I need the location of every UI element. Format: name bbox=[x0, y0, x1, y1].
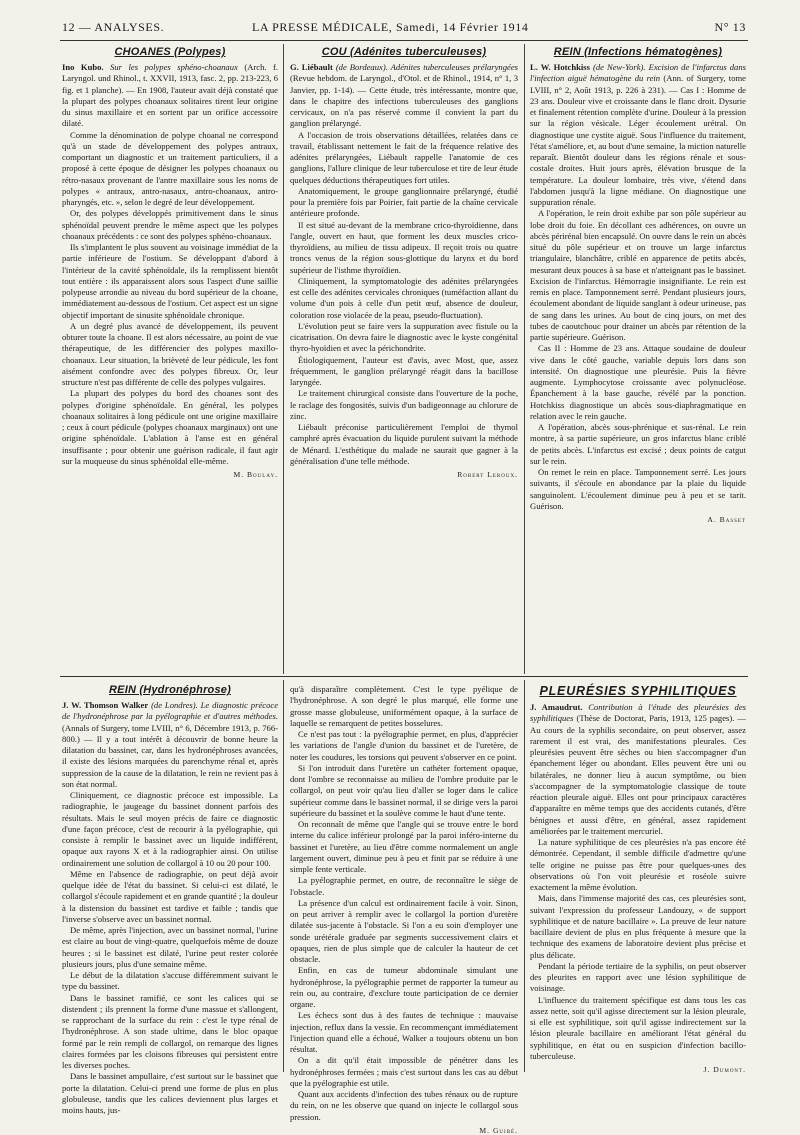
article-author: J. W. Thomson Walker bbox=[62, 700, 149, 710]
article-choanes bbox=[62, 46, 278, 674]
column-divider bbox=[283, 44, 284, 674]
article-paragraph: Il est situé au-devant de la membrane crico-thyroïdienne, dans l'angle, ouvert en haut, que forment les deux muscles crico-thyroïdiens, au milieu de tissu adipeux. Il reçoit trois ou quatre troncs venus de la région sous-glottique du larynx et du bord supérieur de l'isthme thyroïdien. bbox=[290, 219, 518, 275]
article-reference: (Thèse de Doctorat, Paris, 1913, 125 pages). — Au cours de la syphilis secondaire, on peut observer, assez rarement il est vrai, des manifestations pleurales. Ces pleurésies peuvent être sèches ou bien s'accompagner d'un épanchement léger ou abondant. Elles peuvent être uni ou bilatérales, ne donner lieu à aucun symptôme, ou bien s'accompagner de la symptomatologie classique de toute réaction pleurale aiguë. Elles ont pour principaux caractères d'apparaître en même temps que des accidents cutanés, d'être bénignes et aussi d'être, en général, assez rapidement améliorées par le traitement mercuriel. bbox=[530, 713, 746, 836]
article-paragraph: La plupart des polypes du bord des choanes sont des polypes d'origine sphénoïdale. En général, les polypes choanaux solitaires à long pédicule ont une origine maxillaire ; ceux à court pédicule (polypes choanaux marginaux) ont une origine sphénoïdale. L'ablation à l'anse est en général insuffisante ; pour obtenir une guérison radicale, il faut agir sur la muqueuse du sinus sphénoïdal elle-même. bbox=[62, 388, 278, 466]
article-signature: J. Dumont. bbox=[703, 1065, 746, 1074]
article-author: L. W. Hotchkiss bbox=[530, 62, 590, 72]
article-paragraph: Ce n'est pas tout : la pyélographie permet, en plus, d'apprécier les variations de l'angle d'union du bassinet et de l'uretère, de noter les coudures, les torsions qui peuvent s'observer en ce point. bbox=[290, 729, 518, 762]
article-author: G. Liébault bbox=[290, 62, 333, 72]
article-heading: REIN (Hydronéphrose) bbox=[109, 684, 231, 696]
article-rein-hydronephrose-continued bbox=[290, 684, 518, 1135]
article-paragraph: Enfin, en cas de tumeur abdominale simulant une hydronéphrose, la pyélographie permet de rapporter la tumeur au rein ou, au contraire, d'exclure toute participation de ce dernier organe. bbox=[290, 965, 518, 1009]
article-paragraph: Même en l'absence de radiographie, on peut déjà avoir quelque idée de l'état du bassinet. Si celui-ci est dilaté, le collargol s'écoule rapidement et en grande quantité ; la douleur à la distension du bassinet est tardive et faible ; tandis que l'inverse s'observe avec un bassinet normal. bbox=[62, 868, 278, 924]
article-paragraph: De même, après l'injection, avec un bassinet normal, l'urine est claire au bout de vingt-quatre, quelquefois même de douze heures ; si le bassinet est dilaté, l'urine peut rester colorée plusieurs jours, plus d'une semaine même. bbox=[62, 925, 278, 969]
page-number-section: 12 — ANALYSES. bbox=[62, 20, 165, 34]
article-title: (de Londres). Le diagnostic précoce de l'hydronéphrose par la pyélographie et d'autres méthodes. bbox=[62, 700, 279, 722]
article-paragraph: A un degré plus avancé de développement, ils peuvent obturer toute la choane. Il est alors nécessaire, au point de vue thérapeutique, de les différencier des polypes maxillo-choanaux. Leur situation, la brièveté de leur pédicule, les font aisément confondre avec des polypes fibreux. Or, leur structure n'est pas différente de celle des polypes vulgaires. bbox=[62, 320, 278, 387]
article-signature: A. Basset bbox=[707, 515, 746, 524]
article-rein-hydronephrose bbox=[62, 684, 279, 1115]
article-paragraph: On remet le rein en place. Tamponnement serré. Les jours suivants, il s'écoule en abondance par la plaie du liquide sanguinolent. L'écoulement diminue peu à peu et se tarit. Guérison. bbox=[530, 467, 746, 511]
journal-title-date: LA PRESSE MÉDICALE, Samedi, 14 Février 1914 bbox=[252, 20, 529, 34]
article-paragraph: Le début de la dilatation s'accuse différemment suivant le type du bassinet. bbox=[62, 970, 278, 992]
article-title: (de New-York). Excision de l'infarctus dans l'infection aiguë hématogène du rein bbox=[530, 62, 746, 84]
article-reference: (Arch. f. Laryngol. und Rhinol., t. XXVII, 1913, fasc. 2, pp. 213-223, 6 fig. et 1 planche). — En 1908, l'auteur avait déjà constaté que la plupart des polypes choanaux solitaires tirent leur origine du sinus maxillaire et en sortent par un orifice accessoire dilaté. bbox=[62, 62, 278, 129]
article-title: (de Bordeaux). Adénites tuberculeuses prélaryngées bbox=[335, 62, 518, 72]
article-paragraph: Or, des polypes développés primitivement dans le sinus sphénoïdal peuvent prendre le même aspect que les polypes choanaux précédents : ce sont des polypes sphéno-choanaux. bbox=[62, 208, 278, 241]
article-paragraph: Les échecs sont dus à des fautes de technique : mauvaise injection, reflux dans la vessie. En recommençant immédiatement l'injection quand elle a échoué, Walker a toujours obtenu un bon résultat. bbox=[290, 1010, 518, 1054]
article-paragraph: Mais, dans l'immense majorité des cas, ces pleurésies sont, suivant l'expression du professeur Landouzy, « de support syphilitique et de nature bacillaire ». La preuve de leur nature bacillaire devient de plus en plus fréquente à mesure que la technique des examens de laboratoire devient plus précise et plus délicate. bbox=[530, 893, 746, 960]
article-paragraph: L'influence du traitement spécifique est dans tous les cas assez nette, soit qu'il agisse directement sur la lésion pleurale, si elle est syphilitique, soit qu'il agisse indirectement sur la lésion pleurale bacillaire en améliorant l'état général du syphilitique, en état ou en suspicion d'infection bacillo-tuberculeuse. bbox=[530, 994, 746, 1061]
article-paragraph: Anatomiquement, le groupe ganglionnaire prélaryngé, étudié pour la première fois par Poirier, fait partie de la chaîne cervicale antérieure profonde. bbox=[290, 185, 518, 219]
section-rule bbox=[60, 676, 748, 677]
article-pleuresies bbox=[530, 684, 746, 1076]
article-paragraph: Quant aux accidents d'infection des tubes rénaux ou de rupture du rein, on ne les observe que quand on injecte le collargol sous pression. bbox=[290, 1089, 518, 1122]
header-rule bbox=[60, 40, 748, 41]
article-paragraph: Cliniquement, ce diagnostic précoce est impossible. La radiographie, le jaugeage du bassinet donnent parfois des résultats. Mais le seul moyen précis de faire ce diagnostic d'une façon précoce, c'est de recourir à la pyélographie, qui consiste à remplir le bassinet avec un liquide indifférent, opaque aux rayons X et à la radiographier ainsi. On utilise ordinairement une solution de collargol à 10 ou 20 pour 100. bbox=[62, 790, 278, 868]
article-lead bbox=[62, 700, 278, 790]
article-lead bbox=[530, 702, 746, 837]
article-lead bbox=[290, 62, 518, 130]
article-heading: REIN (Infections hématogènes) bbox=[553, 46, 723, 58]
article-paragraph: A l'opération, abcès sous-phrénique et sus-rénal. Le rein montre, à sa partie supérieure, un gros infarctus blanc criblé de petits abcès. L'infarctus est excisé ; deux points de catgut sur le rein. bbox=[530, 422, 746, 466]
article-paragraph: Liébault préconise particulièrement l'emploi de thymol camphré après évacuation du liquide purulent suivant la méthode de Ménard. L'esthétique du malade ne saurait que gagner à la généralisation d'une telle méthode. bbox=[290, 422, 518, 466]
article-paragraph: qu'à disparaître complètement. C'est le type pyélique de l'hydronéphrose. A son degré le plus marqué, elle forme une grosse masse globuleuse, uniformément opaque, à la surface de laquelle se remarquent de petites bosselures. bbox=[290, 684, 518, 728]
article-signature: M. Guibé. bbox=[479, 1125, 518, 1135]
article-paragraph: A l'opération, le rein droit exhibe par son pôle supérieur au lobe droit du foie. En décollant ces adhérences, on ouvre un abcès périrénal bien encapsulé. On ouvre dans le rein un abcès situé du pôle supérieur et on trouve un large infarctus triangulaire, blanchâtre, criblé en apparence de petits abcès, mesurant deux pouces à sa base et n'atteignant pas le bassinet. Excision de l'infarctus. Hémorragie insignifiante. Le rein est remis en place. Tamponnement serré. Pendant plusieurs jours, écoulement abondant de liquide sanglant à odeur urineuse, pas de sang dans les urines. Au bout de cinq jours, on met des tubes de caoutchouc pour drainer un abcès par rétention de la partie supérieure. Guérison. bbox=[530, 208, 746, 342]
article-paragraph: Ils s'implantent le plus souvent au voisinage immédiat de la partie inférieure de l'ostium. Se développant d'abord à l'intérieur de la cavité sphénoïdale, ils la remplissent bientôt tout entière : ils apparaissent alors sous l'aspect d'une saillie polypeuse arrondie au niveau du bord supérieur de la choane, immédiatement au-dessous de l'ostium. Cet aspect est un signe objectif important de sinusite sphénoïdale chronique. bbox=[62, 242, 278, 320]
article-heading: PLEURÉSIES SYPHILITIQUES bbox=[539, 684, 737, 698]
article-paragraph: Le traitement chirurgical consiste dans l'ouverture de la poche, le raclage des fongosités, suivis d'un badigeonnage au chlorure de zinc. bbox=[290, 388, 518, 421]
article-paragraph: Cas II : Homme de 23 ans. Attaque soudaine de douleur vive dans le côté gauche, variable depuis lors dans son intensité. On diagnostique une pleurésie. Puis la fièvre augmente. Lymphocytose croissante avec polynucléose. Épanchement à la base gauche, révélé par la ponction. Hotchkiss diagnostique un abcès sous-diaphragmatique en relation avec le rein gauche. bbox=[530, 343, 746, 421]
page-header bbox=[62, 20, 746, 38]
article-paragraph: A l'occasion de trois observations détaillées, relatées dans ce travail, établissant nettement le fait de la fréquence relative des adénites prélaryngées, Liébault rappelle l'anatomie de ces ganglions, l'allure clinique de leur tuberculose et tire de leur étude quelques déductions thérapeutiques fort utiles. bbox=[290, 129, 518, 185]
column-divider bbox=[524, 680, 525, 1072]
article-paragraph: Cliniquement, la symptomatologie des adénites prélaryngées est celle des adénites cervicales chroniques (tuméfaction allant du volume d'un pois à celle d'un petit œuf, absence de douleur, coloration rose violacée de la peau, pseudo-fluctuation). bbox=[290, 275, 518, 320]
article-signature: Robert Leroux. bbox=[457, 470, 518, 479]
article-paragraph: Si l'on introduit dans l'uretère un cathéter fortement opaque, dont l'ombre se reconnaisse au milieu de l'ombre produite par le collargol, on peut voir qu'au lieu d'aller se loger dans le calice supérieur comme dans le bassinet normal, il se dirige vers la paroi supérieure du bassinet et la soulève comme le haut d'une tente. bbox=[290, 762, 518, 818]
article-heading: COU (Adénites tuberculeuses) bbox=[321, 46, 487, 58]
article-reference: (Ann. of Surgery, tome LVIII, n° 2, Août 1913, p. 226 à 231). — Cas I : Homme de 23 ans. Douleur vive et croissante dans le flanc droit. Dysurie et finalement rétention complète d'urine. Douleur à la pression sur la région vésicale. Léger écoulement urétral. On diagnostique une cystite aiguë. Sous l'influence du traitement, l'état s'améliore, et, au bout d'une semaine, la miction naturelle reparaît. Bientôt douleur dans les régions rénale et sous-costale droites. Huit jours après, élévation brusque de la température. La douleur lombaire, très vive, s'étend dans l'abdomen jusqu'à la ligne médiane. On diagnostique une suppuration rénale. bbox=[530, 73, 746, 207]
article-cou bbox=[290, 46, 518, 674]
article-paragraph: Dans le bassinet ampullaire, c'est surtout sur le bassinet que porte la dilatation. Celui-ci prend une forme de plus en plus globuleuse, tandis que les calices deviennent plus larges et moins hauts, jus- bbox=[62, 1071, 278, 1115]
article-heading: CHOANES (Polypes) bbox=[114, 46, 226, 58]
article-author: Ino Kubo. bbox=[62, 62, 104, 72]
issue-number: N° 13 bbox=[714, 20, 746, 34]
article-paragraph: On a dit qu'il était impossible de pénétrer dans les hydronéphroses fermées ; mais c'est surtout dans les cas au début que la pyélographie est utile. bbox=[290, 1055, 518, 1088]
article-author: J. Amaudrut. bbox=[530, 702, 583, 712]
article-paragraph: Pendant la période tertiaire de la syphilis, on peut observer des pleurites en rapport avec une lésion syphilitique de voisinage. bbox=[530, 960, 746, 994]
article-paragraph: La nature syphilitique de ces pleurésies n'a pas encore été démontrée. Cependant, il semble difficile d'admettre qu'une telle origine ne puisse pas être pour quelques-unes des observations où l'on voit pleurésie et roséole suivre exactement la même évolution. bbox=[530, 837, 746, 892]
article-signature: M. Boulay. bbox=[233, 470, 278, 479]
article-lead bbox=[62, 62, 278, 130]
article-paragraph: L'évolution peut se faire vers la suppuration avec fistule ou la cicatrisation. On devra faire le diagnostic avec le kyste congénital thyro-hyoïdien et avec la périchondrite. bbox=[290, 320, 518, 354]
article-paragraph: Comme la dénomination de polype choanal ne correspond qu'à un stade de développement des polypes antraux, comportant un diagnostic et un traitement particuliers, il a proposé à cette époque de désigner les polypes choanaux ou rétro-nasaux provenant de l'antre maxillaire sous les noms de polypes « antraux, antro-nasaux, antro-choanaux, antro-pharyngés, etc. », selon le degré de leur développement. bbox=[62, 129, 278, 207]
article-title: Sur les polypes sphéno-choanaux bbox=[110, 62, 238, 72]
article-lead bbox=[530, 62, 746, 208]
article-title: Contribution à l'étude des pleurésies des syphilitiques bbox=[530, 702, 746, 724]
column-divider bbox=[524, 44, 525, 674]
article-rein-infections bbox=[530, 46, 746, 674]
column-divider bbox=[283, 680, 284, 1072]
article-paragraph: On reconnaît de même que l'angle qui se trouve entre le bord interne du calice inférieur prolongé par la paroi inféro-interne du bassinet et l'uretère, au lieu d'être comme normalement un angle largement ouvert, diminue peu à peu et finit par se réduire à une simple fente verticale. bbox=[290, 819, 518, 874]
article-paragraph: La pyélographie permet, en outre, de reconnaître le siège de l'obstacle. bbox=[290, 875, 518, 897]
article-paragraph: Étiologiquement, l'auteur est d'avis, avec Most, que, assez fréquemment, le ganglion prélaryngé réagit dans la bacillose laryngée. bbox=[290, 354, 518, 387]
article-paragraph: Dans le bassinet ramifié, ce sont les calices qui se distendent ; ils prennent la forme d'une massue et s'allongent, se rapprochant de la surface du rein : c'est le type rénal de l'hydronéphrose. A son stade ultime, dans le bloc opaque formé par le rein rempli de collargol, on remarque des lignes claires formées par les cloisons fibreuses qui persistent entre les diverses poches. bbox=[62, 992, 278, 1070]
article-reference: (Annals of Surgery, tome LVIII, n° 6, Décembre 1913, p. 766-800.) — Il y a tout intérêt à découvrir de bonne heure la dilatation du bassinet, car, dans les hydronéphroses avancées, il existe des lésions marquées du parenchyme rénal et, après suppression de la cause de la dilatation, le rein ne revient pas à son état normal. bbox=[62, 722, 278, 789]
article-paragraph: La présence d'un calcul est ordinairement facile à voir. Sinon, on peut arriver à remplir avec le collargol la portion d'uretère dilatée sus-jacente à l'obstacle. Si l'on a eu soin d'employer une sonde urétérale graduée par segments successivement clairs et opaques, rien de plus simple que de calculer la hauteur de cet obstacle. bbox=[290, 897, 518, 964]
article-reference: (Revue hebdom. de Laryngol., d'Otol. et de Rhinol., 1914, n° 1, 3 Janvier, pp. 1-14). — Cette étude, très intéressante, montre que, dans le chapitre des infections tuberculeuses des ganglions cervicaux, on n'a pas réservé comme il convient la part du ganglion prélaryngé. bbox=[290, 73, 518, 129]
